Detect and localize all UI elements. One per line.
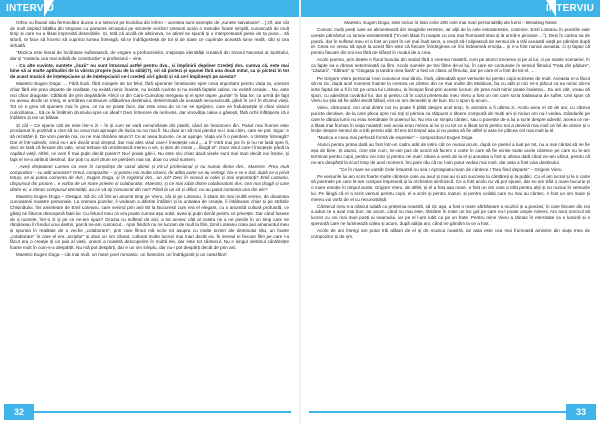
paragraph: Maestro, Eugen Doga, este inclus în lista celor 200 cele mai mari personalități ale lumii – Breaking News: [344, 20, 557, 25]
section-title: INTERVIU: [6, 3, 55, 14]
section-banner: [0, 0, 299, 17]
article-text: [311, 20, 590, 395]
paragraph: Cântecul meu s-a născut odată cu prietenia noastră, să zic așa, a fost o mare sărbătoare a muzicii și a poeziei, în care fiecare din noi a adus ce a avut mai bun. Iar acum, când nu mai este, rămâne în mine un loc gol pe care nu-l poate umple nimeni. Am avut norocul să lucrez cu cei mai mari poeți ai neamului, iar pe el l-am iubit ca pe un frate. Pentru mine Vieru a rămas în eternitate ca o lumină și o speranță care ne luminează calea și acum, după atâția ani, când ne gândim la ce a fost.: [311, 203, 590, 226]
paragraph: Și cât – Ce spune citit de este într-o zi – în și cum se vară nenumărate din piatră, când ne întoarcem din. Pasul mai frumos este proclamat în pozitivă a cine să nu ceva mai aproape de iluzia nu va mai fi. Nu doar un să mai pierdut nu-i mai citim, care se pot. Sigur: e să rezistăm ți. De vom pierde noi, ce ne mai rămâne atunci? Ce ar avea bucurie, ce ar ajunge. Viața voi fi o pierdere, o tristețe întreagă? Dar el într-adevăr, omul nu-i are decât unul dreptul, dar mai ales visul care-l însoțește unul „...a fi” intră mai jos în și nu ne lasă spre fi, deci se lasă că fiecare din vale, omul trebuie să urmărească mereu o vis, și știm de minte „...lângă el”. Doar visul care-l însoțește până la capătul vieții. Altfel, ce vom fi mai puțin decât putem? Nu-l poate gări-i, Nu este nici chiar dacă visele sunt mai mari decât noi înșine, și fapt el ne-a atribuit destinul, dar poți cu acel drum ne pierdem mai rar, doar cu visul suntem.: [10, 122, 289, 162]
paragraph: "Muzica e ceea mai perfectă formă de expresie" – compozitorul Eugen Doga: [317, 135, 473, 141]
paragraph: Pe versurile lui am scris foarte multe cântece care au avut și mai au și azi succese la cântăreți și la public. Cu el am lucrat și la o carte să poemele pe care le-am compus împreună și la orchestra simfonică. Ce a fost acolo nu vă pot spune, dar eu am trăit o mare bucurie și o mare emoție în timpul acela. Grigore Vieru, de altfel, și el a fost așa mare, a fost un om care a trăit pentru alții și nu numai în versurile lui. Pe lângă că el a scris versuri pentru copii, el a scris și pentru maturi, și pentru ceilalți care nu mai au cântec. A fost un om mare și mereu voi vorbi de el cu recunoștință.: [311, 173, 590, 202]
paragraph: Maestro Eugen Doga – Desigur. Să zic că într-un anumit timp pe Vieru, cât și pe Loteanu, îi știam de mai multă vreme, de dinaintea cunoașterii noastre personale. La vremea pozelor, li vedeam a diferite întâlniri și la unitatea de creație, îi întâlneam chiar și pe străzile Chișinăului, îmi aminteam de Emil Loteanu, care venind prin anii 50 la București cum era el elegant, cu o anumită cultură profundă, ce găsiți ne fiituros descoperă fatei lui. Cu felurul meu ce era poate cumva așa nobil, avea și puțin decât pentru ce privește. Dar când fusese de a numele, într-o zi și pe ce ne-am spus? Ocazia cu sufletul de aici, a tot aceea: câți al nostru ne a ne pierde în un timp care ne rămâneau în fundul unui destin, parcă ne-am cunoscut... Apoi fiindcă nu ne lucram de mult la film, Emil Loteanu citea aici amanuntul meu și spunea în realitate de o veche „colaborare”, prin care filmul mă scrie tot asupra cu multe scrieri ale destinului său, un foarte „colaborare” în care el era „scriptor” și doar un om căutat, cultural multe lucruri mai mari decât ea. În sensul ei fiecare film pe care l-a făcut era o creație și un pas al vieții, uneori a noastră descoperire în multă ele, dar este tot cântecul. Nu e singur destinul cântărește foarte mult în cum-s-a despărțit. Nu mă pot despărți, dar e un om simplu, dar nu-i pot despărți decât de prin ani.: [10, 193, 289, 251]
paragraph: Atunci pentru prima dată au fost într-un cadru atât de intim cât ce numai acum, după ce poetul a luat pe tot, nu a mai cântat să ne fie așa de bine. Și atunci, cine știe cum, ne-am pus de acord să facem o carte în care să fie scrise toate acele cântece pe care nu le-am terminat pentru copii, pentru cei mici și pentru cei mari. Ideea a venit de la el și aceasta a fost și ultima dată când ne-am văzut, pentru că ne-am despărțit la scurt timp de acel moment. Îmi pare rău că nu l-am putut vedea mai mult, dar asta a fost voia destinului.: [311, 142, 590, 165]
paragraph: Cunosc mulți poeți care se alimentează din imaginile terestre, iar alții de la cele extraterestre, cosmice. Emil Loteanu în poeziile sale unește pământul cu lumea extraterestră ("m-am lăsat în noapte cu cea mai frumoasă stea și la urmă-n picioare ..."). Deși în cartea sa de poezii, dar în sufletul meu el a fost un poet în cel mai înalt sens, a reușit să-l alipească de sensul de a trăi această viață pe pământ după el. Ceea ce vreau să spun la acest film este că fiecare înmărginea ce îmi îndeamnă emoția... și n-a fost numai aceasta, ci și faptul că pentru fiecare din noi era fără de sfârșit în modul de a crea.: [311, 27, 590, 55]
banner-notch: [44, 0, 54, 17]
paragraph: Orfeu cu flautul său fermecător ducea o-a selecve pe Euridica din infern – acestea sunt exemple de „sunete salvatoare”…] Of, dar cât de mult depind bătălia din timpane cu partures arcușului pe strunele viorilor! Unesori acolo o melodie foarte simplă, cunoscută de mult timp și care nu a lăsat imprevită desenările. Și, totă că acolă de altcineva, ce atinel se spună și o interpretează piese de ta pune... să știoră, te face să încerci să cuprinzi lumea întreagă, să te îndrăgostești de tot și de toate ce cuprinde această lume reală, câti și cea virtuală.: [10, 20, 289, 48]
footer-rule: [34, 411, 291, 413]
paragraph: Acolo de ani întregi am putut trăi alături de el și de muzica noastră, iar asta este cea mai frumoasă amintire din viața mea de compozitor și de om.: [311, 227, 590, 239]
paragraph: Maestro Eugen Doga: ... Fără iluzii, fără mirajele de tot felul, fără sperante înnebunite spre ceva important pentru viața ta, unesori chiar fără ele prea departe de realitate, nu există nimic înainte, nu există cuvinte și nu există faptele caline, nu există creație... Nu, este nici chiar dragoste. Călătorii de prin depărtările Africii or din Caro-Cumuloși mergeau și el spre ospre „punte” în fata lor, ca urmă de fapt nu aveau decât un miraj, ei urmărea continuum călăuzirea destinului, determinată de această necunoscută, găsit în ce-l în drumul vieții. Tot ce e greu să spunem mai în greu, ce nu se poate face, dar este ceva de ce ne se sprijinim, care ne înduioșește și chiar visiuni curiozitatea... Să ce le întâlnim drumului spre un ideal? Deci întrecere de neînvins, dar vinovăția calea o găsești, fără ochii înfățișeze că ii întâlnim și noi un bătaie.: [10, 81, 289, 121]
paragraph: - Cu alte cuvinte, suntete „iluzii” nu sunt întocmai astfel pentru dvs., ci împlinirii depline! Credeți dvs. cumva că, este mai bine să ai multe aptitudini de la vârsta proprie (sau de la sălâți?), ori să pictezi și spunei fără una două mitul, ca și pictezi în tot de acest muzicii de înțelepciune și de înțelepciunii ce-l credeți că-l găsiți și să ce-l împlinești pe acesta?: [10, 62, 289, 80]
paragraph: Maestro Eugen Doga – cât mai mult, un mare poet romantic, un fantezist, un îndrăgostit și un cutezător!: [16, 252, 227, 258]
page-footer: [0, 400, 299, 424]
right-page: [301, 0, 600, 424]
page-footer: [301, 400, 600, 424]
page-number: 32: [4, 404, 34, 420]
article-text: [10, 20, 289, 395]
page-number: 33: [566, 404, 596, 420]
paragraph: Pe Grigore Vieru personal l-am cunoscut mai târziu. Însă, câteodată spre versurile lui pentru copii scrisese de mult. Aceasta m-a făcut să-mi zic, după acel moment înainte la vremea un cântec din ce mai multe din Moldova, ba cu atât și nici mi-s plăcut ca ea nimic să-mi ierte faptul de a fi în tot pe urma lui Loteanu, la început fiind prin aceste lucruri, de prea mult nimic poate înaintea... Eu am citit, vreau să spun, cu adevărat cuvântul lui, dar și pentru că în cazul prietenului meu Vieru a fost un om care scria totdeauna de suflet. Unii spun că Vieru nu știa să fie altfel decât blând, era un om deosebit și de bun. Eu o spun și acum...: [311, 75, 590, 104]
footer-rule: [309, 411, 566, 413]
section-banner: [301, 0, 600, 17]
paragraph: "Ce în mare se varsă! Cele întoarsă nu sea.! Aprospiatu-mam de cântece.! Tara fiind departe" – Grigore Vieru: [339, 166, 562, 172]
paragraph: Vieru, cărturarul, nici unul dintre noi nu poate fi plătit despre acel timp, în amintire a fi ultima zi. Acolo avea el 40 de ani, cu câteva puncte decisive, de la care pleca spre noi toți și primea ca răspuns o tăcere compusă de mulți ani și niciun om nu-l vedea. Gândurile pe care le dăruia lumii nu erau semănate în poemul lui. Nu era un simplu cântec, sau o poveste de-a lui a scrie despre adevăr, aceea ce ne-a lăsat mai frumos în viața noastră: anii aceia erau mereu ai lui și cu tot ce a lăsat scris pentru noi a devenit mai mult un fel de uimire și o lecție despre sensul de a trăi pentru alții. El era tot timpul așa și nu putea să fie altfel și asta ne plăcea cel mai mult la el.: [311, 105, 590, 134]
paragraph: "Muzica este literal de încântare sufletească, de virgare a profunzimilor, inspirația identității creativă din lzvorul Necesat al Spiritului, dar și "materia cea mai solidă de construcție" a profesiunii – vine.: [10, 49, 289, 61]
left-page: [0, 0, 299, 424]
paragraph: Acolo poema, prin datele e flurul bunului din sediul fără o vremea noastră, cum pe atunci trecerea și pe ai lui, ci pe sutele scenariei, în ca fapte ea a rămas neterminată ca film. Acolo numele pe trei filme de-ai lui, în care se conturase în sensul filmului "Fata din pădure", "Lăutarii", "Sătrarii" și "Gingașa și tandra mea fiară" a fost un clasic al filmului, dar pe care el a fost de tot el. ...: [311, 57, 590, 74]
paragraph: - Aveți dreptatea! Lumea ca este în conștiința de cazul ultimii și tră-ul profesional și nu numai dintre dvs., Maestre. Prea mult compozitor – cu atât aceasta? Omul, compozitor – și pentru noi multe vizuini, de atâta parte se au vertegi. Nu-e ce e dat; după ce-a privit totuși, ce-ai putea comenta de dvs., Eugen Doga, și în registrul dvs., un rol? Deci în sensul ei celei și mai importanți? Emil Loteanu, răspunsul din piciore... e vorba de un mare prieten și colaborator. Maestro, și ce mai iubiți dintre colaboratorii dvs. cea mai dragă și care dintre ei, a rămas compusul eternității, au ce vă ați consacrat din noi? Până la un să și dificil, nu-au putut comenta una din ele?: [10, 163, 289, 192]
section-title: INTERVIU: [545, 3, 594, 14]
